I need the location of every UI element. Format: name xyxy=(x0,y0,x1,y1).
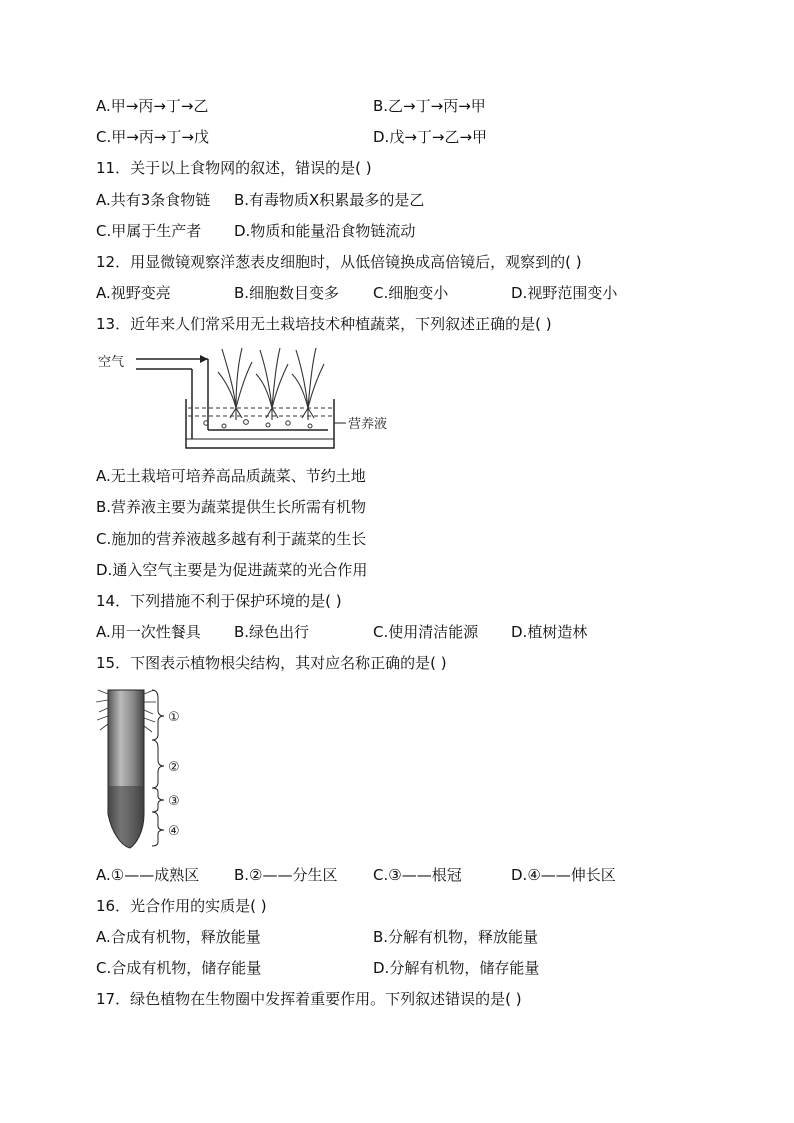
q13-option-c[interactable]: C.施加的营养液越多越有利于蔬菜的生长 xyxy=(96,530,367,548)
nutrient-solution-label: 营养液 xyxy=(348,417,388,432)
q15-option-d[interactable]: D.④——伸长区 xyxy=(511,866,616,884)
q14-stem: 14．下列措施不利于保护环境的是( ) xyxy=(96,592,342,610)
q13-stem: 13．近年来人们常采用无土栽培技术种植蔬菜，下列叙述正确的是( ) xyxy=(96,315,552,333)
q11-stem: 11．关于以上食物网的叙述，错误的是( ) xyxy=(96,159,372,177)
q15-option-b[interactable]: B.②——分生区 xyxy=(234,866,338,884)
q15-option-c[interactable]: C.③——根冠 xyxy=(373,866,462,884)
q10-option-c[interactable]: C.甲→丙→丁→戊 xyxy=(96,128,209,146)
q15-option-a[interactable]: A.①——成熟区 xyxy=(96,866,200,884)
q16-option-b[interactable]: B.分解有机物，释放能量 xyxy=(373,928,539,946)
q13-option-a[interactable]: A.无土栽培可培养高品质蔬菜、节约土地 xyxy=(96,467,366,485)
q12-option-d[interactable]: D.视野范围变小 xyxy=(511,284,618,302)
hydroponics-figure xyxy=(96,344,396,456)
q12-option-b[interactable]: B.细胞数目变多 xyxy=(234,284,340,302)
root-zone-label-4: ④ xyxy=(168,824,180,839)
q14-option-a[interactable]: A.用一次性餐具 xyxy=(96,623,201,641)
q16-stem: 16．光合作用的实质是( ) xyxy=(96,897,267,915)
q12-option-a[interactable]: A.视野变亮 xyxy=(96,284,171,302)
q11-option-d[interactable]: D.物质和能量沿食物链流动 xyxy=(234,222,416,240)
q10-option-a[interactable]: A.甲→丙→丁→乙 xyxy=(96,97,209,115)
q11-option-b[interactable]: B.有毒物质X积累最多的是乙 xyxy=(234,191,425,209)
root-zone-label-2: ② xyxy=(168,760,180,775)
q11-option-a[interactable]: A.共有3条食物链 xyxy=(96,191,211,209)
q12-option-c[interactable]: C.细胞变小 xyxy=(373,284,449,302)
q12-stem: 12．用显微镜观察洋葱表皮细胞时，从低倍镜换成高倍镜后，观察到的( ) xyxy=(96,253,582,271)
q14-option-c[interactable]: C.使用清洁能源 xyxy=(373,623,479,641)
q13-option-d[interactable]: D.通入空气主要是为促进蔬菜的光合作用 xyxy=(96,561,368,579)
q10-option-b[interactable]: B.乙→丁→丙→甲 xyxy=(373,97,486,115)
q16-option-d[interactable]: D.分解有机物，储存能量 xyxy=(373,959,540,977)
root-tip-figure xyxy=(96,682,196,850)
q14-option-b[interactable]: B.绿色出行 xyxy=(234,623,310,641)
q13-option-b[interactable]: B.营养液主要为蔬菜提供生长所需有机物 xyxy=(96,498,367,516)
root-zone-label-1: ① xyxy=(168,710,180,725)
q16-option-c[interactable]: C.合成有机物，储存能量 xyxy=(96,959,262,977)
q15-stem: 15．下图表示植物根尖结构，其对应名称正确的是( ) xyxy=(96,654,447,672)
q16-option-a[interactable]: A.合成有机物，释放能量 xyxy=(96,928,261,946)
air-label: 空气 xyxy=(98,355,125,370)
root-zone-label-3: ③ xyxy=(168,794,180,809)
q14-option-d[interactable]: D.植树造林 xyxy=(511,623,588,641)
q10-option-d[interactable]: D.戊→丁→乙→甲 xyxy=(373,128,488,146)
q17-stem: 17．绿色植物在生物圈中发挥着重要作用。下列叙述错误的是( ) xyxy=(96,990,522,1008)
q11-option-c[interactable]: C.甲属于生产者 xyxy=(96,222,202,240)
